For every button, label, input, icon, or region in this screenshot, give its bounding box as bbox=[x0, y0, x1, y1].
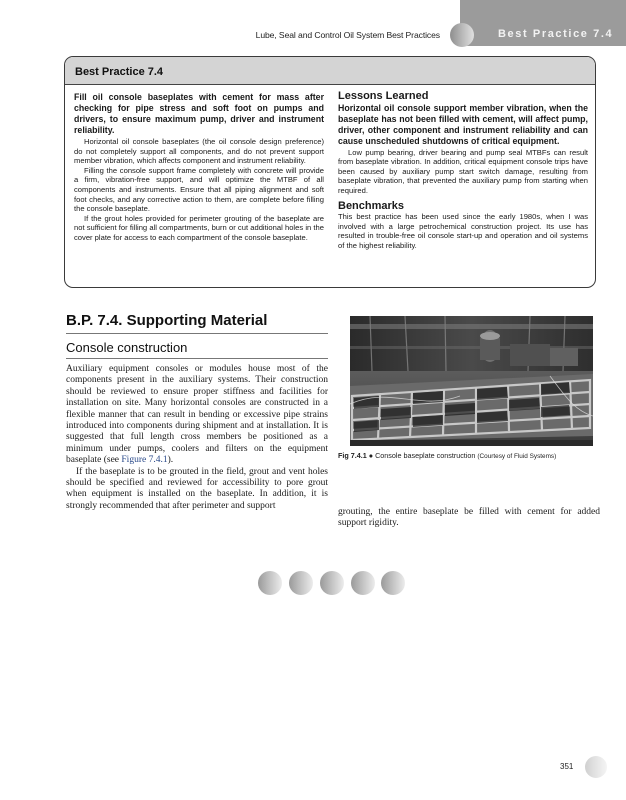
section-title: B.P. 7.4. Supporting Material bbox=[66, 312, 268, 329]
figure-reference-link[interactable]: Figure 7.4.1 bbox=[121, 455, 168, 466]
decorative-dot bbox=[320, 571, 344, 595]
best-practice-left-column bbox=[74, 92, 324, 243]
page-number: 351 bbox=[560, 762, 574, 771]
figure-caption bbox=[338, 451, 556, 460]
lessons-learned-heading: Lessons Learned bbox=[338, 90, 429, 102]
body-paragraph-1-end: ). bbox=[167, 455, 174, 466]
decorative-dot bbox=[351, 571, 375, 595]
console-baseplate-photo bbox=[350, 316, 593, 446]
figure-caption-text: Console baseplate construction bbox=[375, 451, 476, 460]
figure-bullet: ● bbox=[368, 451, 374, 460]
benchmarks-paragraph: This best practice has been used since the early 1980s, when I was involved with a large petrochemical construction project. Its use has resulted in trouble-free oil console start-up and operation and oil systems of the highest reliability. bbox=[338, 212, 588, 250]
best-practice-right-column bbox=[338, 92, 588, 251]
best-practice-paragraph-1: Horizontal oil console baseplates (the oil console design preference) do not completely support all components, and do not prevent support member vibration, which affects component and instrument reliability. bbox=[74, 137, 324, 166]
body-paragraph-1 bbox=[66, 364, 328, 467]
best-practice-box bbox=[64, 56, 596, 288]
section-subtitle: Console construction bbox=[66, 340, 188, 355]
body-paragraph-2: If the baseplate is to be grouted in the field, grout and vent holes should be specified and reviewed for accessibility to pore grout when equipment is installed on the baseplate. In addition, it is strongly recommended that after perimeter and support bbox=[66, 466, 328, 511]
body-paragraph-1-text: Auxiliary equipment consoles or modules house most of the components present in the auxiliary systems. Their construction should be reviewed to ensure proper stiffness and facilities for installation on site. Many horizontal consoles are constructed in a flexible manner that can result in bending or excessive pipe strains introduced into components during shipment and at installation. It is suggested that full length cross members be positioned as a minimum under pumps, coolers and filters on the equipment baseplate (see bbox=[66, 364, 328, 466]
decorative-dot bbox=[381, 571, 405, 595]
page-number-decorative-circle bbox=[585, 756, 607, 778]
body-left-column bbox=[66, 364, 328, 512]
figure-credit: (Courtesy of Fluid Systems) bbox=[477, 453, 557, 460]
best-practice-paragraph-2: Filling the console support frame completely with concrete will provide a firm, vibration-free support, and will optimize the MTBF of all components and instruments. Ensure that all piping alignment and soft foot checks, and any corrective action to them, are complete before filling the console baseplate. bbox=[74, 165, 324, 214]
best-practice-lead: Fill oil console baseplates with cement for mass after checking for pipe stress and soft foot on pumps and drivers, to ensure maximum pump, driver and instrument reliability. bbox=[74, 92, 324, 135]
running-title: Lube, Seal and Control Oil System Best Practices bbox=[255, 30, 440, 40]
console-baseplate-photo-image bbox=[350, 316, 593, 446]
section-subtitle-rule bbox=[66, 358, 328, 359]
figure-number: Fig 7.4.1 bbox=[338, 451, 367, 460]
best-practice-box-title: Best Practice 7.4 bbox=[75, 66, 164, 78]
decorative-dot-row bbox=[258, 571, 408, 595]
best-practice-paragraph-3: If the grout holes provided for perimeter grouting of the baseplate are not sufficient for filling all compartments, burn or cut additional holes in the cover plate for access to each compartment of the console baseplate. bbox=[74, 213, 324, 242]
lessons-learned-paragraph: Low pump bearing, driver bearing and pump seal MTBFs can result from baseplate vibration. In addition, critical equipment console trips have been caused by auxiliary pump start switch damage, resulting from baseplate vibration, that prevented the auxiliary pump from starting when required. bbox=[338, 147, 588, 195]
decorative-dot bbox=[258, 571, 282, 595]
header-tab-label: Best Practice 7.4 bbox=[498, 28, 614, 40]
header-decorative-circle bbox=[450, 23, 474, 47]
lessons-learned-lead: Horizontal oil console support member vibration, when the baseplate has not been filled with cement, will affect pump, driver, other component and instrument reliability and can cause unscheduled shutdowns of critical equipment. bbox=[338, 102, 588, 146]
best-practice-box-header bbox=[65, 57, 595, 85]
decorative-dot bbox=[289, 571, 313, 595]
benchmarks-heading: Benchmarks bbox=[338, 199, 405, 212]
section-title-rule bbox=[66, 333, 328, 334]
body-right-column: grouting, the entire baseplate be filled with cement for added support rigidity. bbox=[338, 507, 600, 529]
